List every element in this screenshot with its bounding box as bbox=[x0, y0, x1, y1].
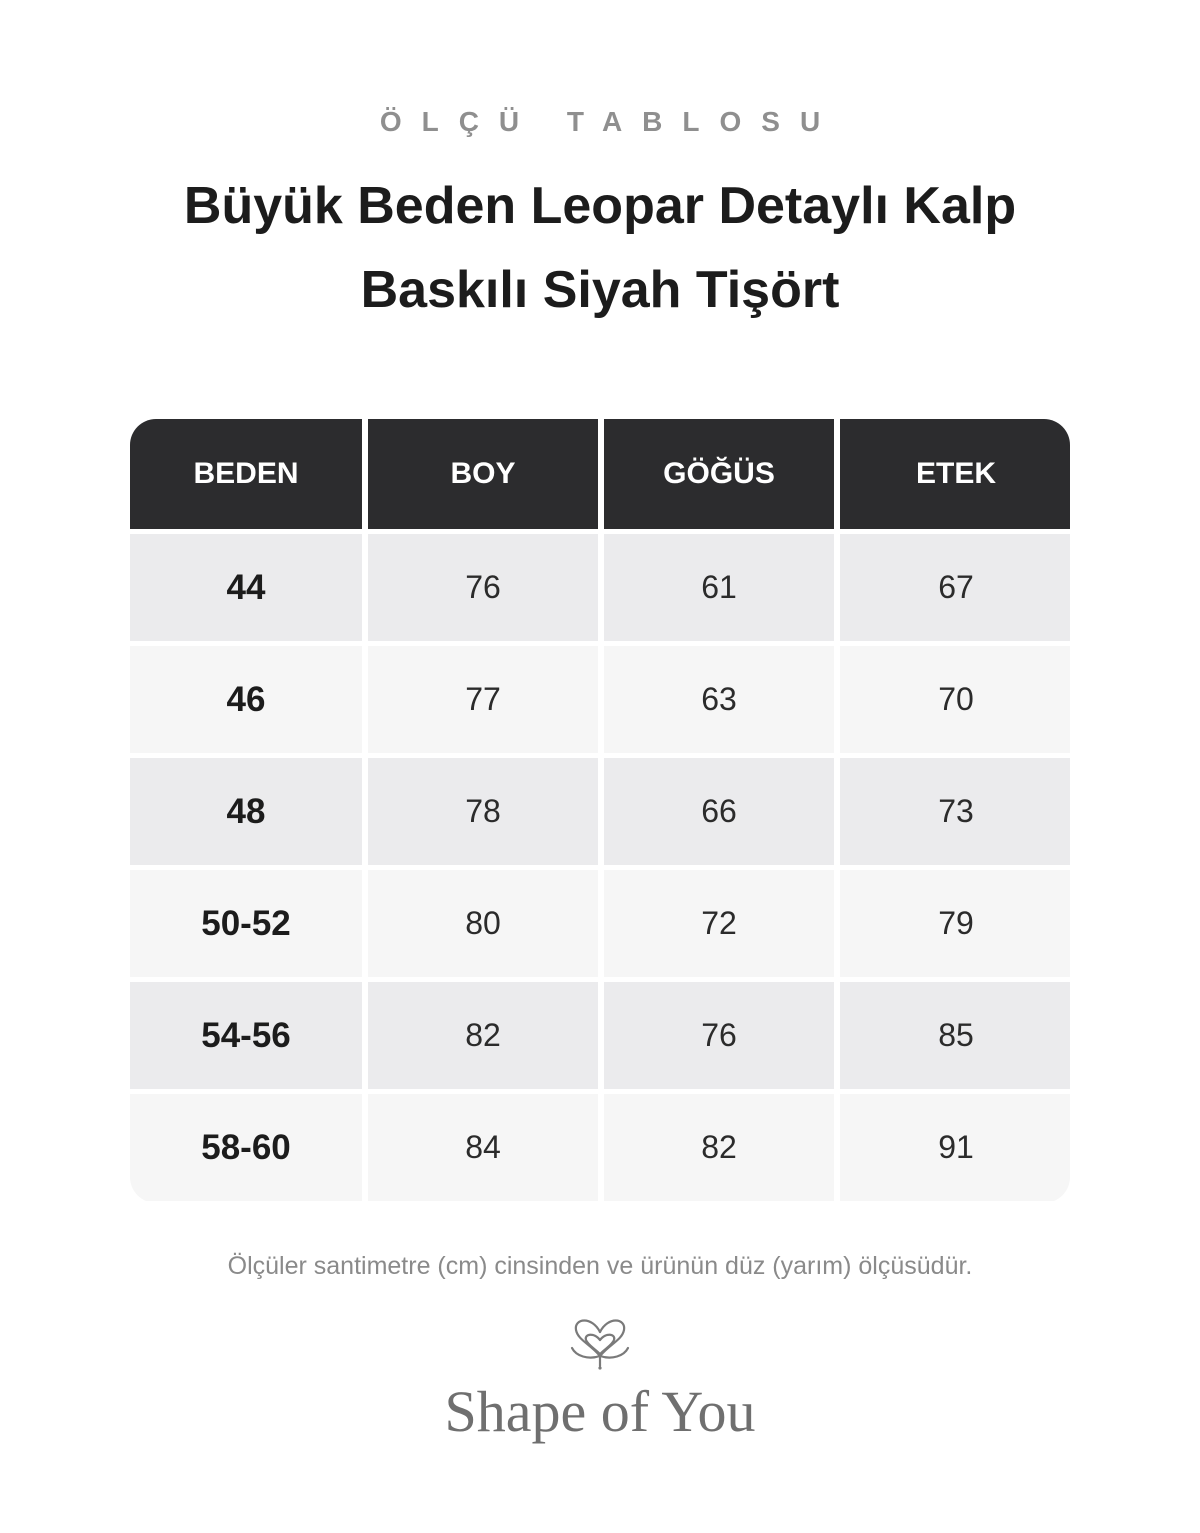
table-cell: 63 bbox=[604, 646, 834, 753]
table-cell: 70 bbox=[840, 646, 1070, 753]
table-cell: 80 bbox=[368, 870, 598, 977]
table-cell: 73 bbox=[840, 758, 1070, 865]
table-cell: 82 bbox=[604, 1094, 834, 1201]
column-header-beden: BEDEN bbox=[130, 419, 362, 529]
table-cell: 67 bbox=[840, 534, 1070, 641]
table-cell: 91 bbox=[840, 1094, 1070, 1201]
table-cell: 78 bbox=[368, 758, 598, 865]
table-cell: 79 bbox=[840, 870, 1070, 977]
table-cell: 66 bbox=[604, 758, 834, 865]
page-eyebrow: ÖLÇÜ TABLOSU bbox=[379, 106, 841, 137]
size-table bbox=[130, 419, 1070, 1203]
column-header-boy: BOY bbox=[368, 419, 598, 529]
table-cell-size: 48 bbox=[130, 758, 362, 865]
table-cell: 72 bbox=[604, 870, 834, 977]
table-cell: 77 bbox=[368, 646, 598, 753]
page-title: Büyük Beden Leopar Detaylı Kalp Baskılı Siyah Tişört bbox=[183, 177, 1017, 319]
table-cell-size: 58-60 bbox=[130, 1094, 362, 1201]
measurement-note: Ölçüler santimetre (cm) cinsinden ve ürünün düz (yarım) ölçüsüdür. bbox=[227, 1252, 973, 1280]
table-cell: 85 bbox=[840, 982, 1070, 1089]
table-cell: 76 bbox=[604, 982, 834, 1089]
table-cell-size: 54-56 bbox=[130, 982, 362, 1089]
double-heart-icon bbox=[566, 1310, 634, 1374]
column-header-gogus: GÖĞÜS bbox=[604, 419, 834, 529]
table-cell: 61 bbox=[604, 534, 834, 641]
brand-logo-text: Shape of You bbox=[444, 1379, 756, 1444]
table-cell: 84 bbox=[368, 1094, 598, 1201]
table-cell-size: 46 bbox=[130, 646, 362, 753]
table-cell-size: 44 bbox=[130, 534, 362, 641]
table-cell-size: 50-52 bbox=[130, 870, 362, 977]
column-header-etek: ETEK bbox=[840, 419, 1070, 529]
table-cell: 76 bbox=[368, 534, 598, 641]
table-cell: 82 bbox=[368, 982, 598, 1089]
